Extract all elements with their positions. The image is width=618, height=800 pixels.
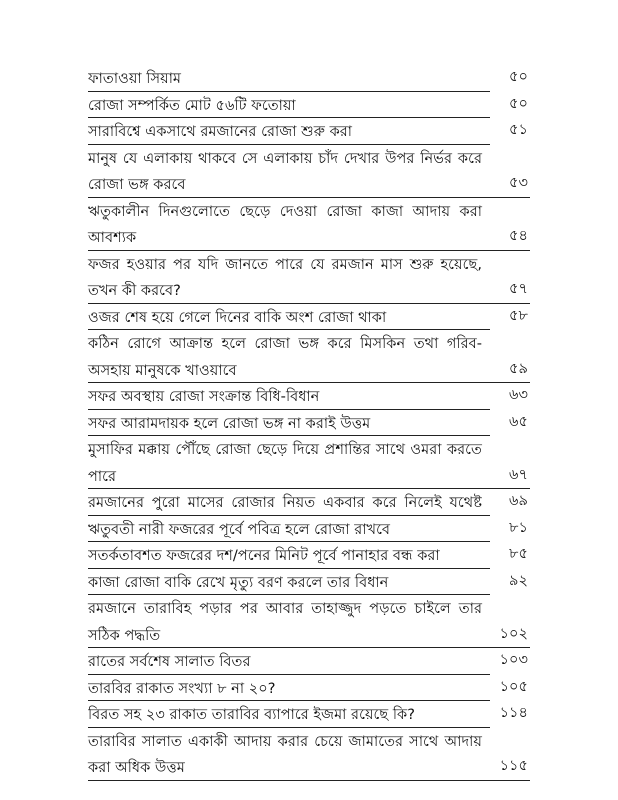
toc-entry-page: ৫০ bbox=[509, 94, 528, 112]
toc-entry-title: তারবির রাকাত সংখ্যা ৮ না ২০? bbox=[88, 679, 276, 697]
toc-entry-title: মানুষ যে এলাকায় থাকবে সে এলাকায় চাঁদ দেখার উপর নির্ভর করে রোজা ভঙ্গ করবে bbox=[88, 149, 482, 193]
toc-entry[interactable] bbox=[88, 305, 530, 332]
entry-underline bbox=[88, 250, 530, 251]
entry-underline bbox=[88, 515, 490, 516]
toc-entry-title: ফাতাওয়া সিয়াম bbox=[88, 70, 182, 87]
toc-entry-title: রমজানে তারাবিহ পড়ার পর আবার তাহাজ্জুদ পড়তে চাইলে তার সঠিক পদ্ধতি bbox=[88, 600, 482, 644]
toc-entry-page: ৮৫ bbox=[509, 545, 528, 562]
toc-entry[interactable] bbox=[88, 119, 530, 146]
toc-entry-title: বিরত সহ ২৩ রাকাত তারাবির ব্যাপারে ইজমা রয়েছে কি? bbox=[88, 706, 416, 723]
entry-underline bbox=[88, 197, 530, 198]
table-of-contents bbox=[88, 66, 530, 782]
toc-entry-page: ১১৫ bbox=[499, 757, 528, 774]
toc-entry[interactable] bbox=[88, 252, 530, 305]
toc-entry-title: কঠিন রোগে আক্রান্ত হলে রোজা ভঙ্গ করে মিসকিন তথা গরিব-অসহায় মানুষকে খাওয়াবে bbox=[88, 335, 482, 379]
toc-entry[interactable] bbox=[88, 437, 530, 490]
entry-underline bbox=[88, 488, 530, 489]
toc-entry-page: ৫৯ bbox=[509, 359, 528, 377]
toc-entry-page: ৫৩ bbox=[509, 174, 528, 191]
entry-underline bbox=[88, 700, 490, 701]
toc-entry-title: সারাবিশ্বে একসাথে রমজানের রোজা শুরু করা bbox=[88, 123, 353, 140]
toc-entry-page: ৫৮ bbox=[509, 306, 528, 324]
toc-entry-title: সতর্কতাবশত ফজরের দশ/পনের মিনিট পূর্বে পানাহার বন্ধ করা bbox=[88, 547, 440, 564]
toc-entry-page: ১০২ bbox=[499, 624, 528, 642]
toc-entry[interactable] bbox=[88, 570, 530, 597]
toc-entry[interactable] bbox=[88, 384, 530, 411]
entry-underline bbox=[88, 329, 490, 330]
toc-entry-page: ১১৪ bbox=[499, 704, 528, 721]
entry-underline bbox=[88, 303, 530, 304]
toc-entry-title: তারাবির সালাত একাকী আদায় করার চেয়ে জামাতের সাথে আদায় করা অধিক উত্তম bbox=[88, 732, 482, 776]
toc-entry[interactable] bbox=[88, 490, 530, 517]
toc-entry-page: ৬৭ bbox=[509, 465, 528, 483]
toc-entry-title: রোজা সম্পর্কিত মোট ৫৬টি ফতোয়া bbox=[88, 96, 296, 114]
toc-entry-title: ঋতুবতী নারী ফজরের পূর্বে পবিত্র হলে রোজা রাখবে bbox=[88, 520, 391, 538]
entry-underline bbox=[88, 594, 490, 595]
toc-entry-page: ১০৫ bbox=[499, 677, 528, 695]
toc-entry-title: ওজর শেষ হয়ে গেলে দিনের বাকি অংশ রোজা থাকা bbox=[88, 308, 387, 326]
toc-entry[interactable] bbox=[88, 199, 530, 252]
toc-entry-page: ১০৩ bbox=[499, 651, 528, 668]
toc-entry-title: ফজর হওয়ার পর যদি জানতে পারে যে রমজান মাস শুরু হয়েছে, তখন কী করবে? bbox=[88, 255, 482, 299]
toc-entry[interactable] bbox=[88, 702, 530, 729]
entry-underline bbox=[88, 568, 490, 569]
toc-entry[interactable] bbox=[88, 146, 530, 199]
entry-underline bbox=[88, 91, 490, 92]
toc-entry-title: সফর অবস্থায় রোজা সংক্রান্ত বিধি-বিধান bbox=[88, 388, 320, 405]
entry-underline bbox=[88, 674, 490, 675]
toc-entry[interactable] bbox=[88, 66, 530, 93]
toc-entry[interactable] bbox=[88, 649, 530, 676]
toc-entry-title: রাতের সর্বশেষ সালাত বিতর bbox=[88, 653, 251, 670]
toc-entry-page: ৮১ bbox=[509, 518, 528, 536]
toc-entry[interactable] bbox=[88, 729, 530, 782]
toc-entry[interactable] bbox=[88, 517, 530, 544]
toc-entry-page: ৯২ bbox=[509, 571, 528, 589]
toc-entry[interactable] bbox=[88, 331, 530, 384]
entry-underline bbox=[88, 647, 530, 648]
toc-entry-page: ৬৩ bbox=[509, 386, 528, 403]
toc-entry[interactable] bbox=[88, 411, 530, 438]
toc-entry-title: কাজা রোজা বাকি রেখে মৃত্যু বরণ করলে তার বিধান bbox=[88, 573, 389, 591]
toc-entry[interactable] bbox=[88, 543, 530, 570]
toc-entry[interactable] bbox=[88, 596, 530, 649]
entry-underline bbox=[88, 382, 530, 383]
toc-entry-title: সফর আরামদায়ক হলে রোজা ভঙ্গ না করাই উত্তম bbox=[88, 414, 371, 432]
toc-entry-page: ৫৭ bbox=[509, 280, 528, 297]
toc-entry-title: রমজানের পুরো মাসের রোজার নিয়ত একবার করে নিলেই যথেষ্ট bbox=[88, 494, 482, 511]
toc-entry-page: ৫০ bbox=[509, 68, 528, 85]
toc-entry-page: ৬৫ bbox=[509, 412, 528, 430]
toc-entry-title: মুসাফির মক্কায় পৌঁছে রোজা ছেড়ে দিয়ে প্রশান্তির সাথে ওমরা করতে পারে bbox=[88, 441, 482, 485]
entry-underline bbox=[88, 409, 490, 410]
entry-underline bbox=[88, 780, 530, 781]
toc-entry[interactable] bbox=[88, 93, 530, 120]
entry-underline bbox=[88, 117, 490, 118]
entry-underline bbox=[88, 541, 490, 542]
toc-entry-page: ৫১ bbox=[509, 121, 528, 138]
toc-entry-page: ৬৯ bbox=[509, 492, 528, 509]
toc-entry[interactable] bbox=[88, 676, 530, 703]
entry-underline bbox=[88, 144, 490, 145]
entry-underline bbox=[88, 727, 490, 728]
toc-entry-page: ৫৪ bbox=[509, 227, 528, 244]
toc-entry-title: ঋতুকালীন দিনগুলোতে ছেড়ে দেওয়া রোজা কাজা আদায় করা আবশ্যক bbox=[88, 202, 482, 246]
entry-underline bbox=[88, 435, 490, 436]
